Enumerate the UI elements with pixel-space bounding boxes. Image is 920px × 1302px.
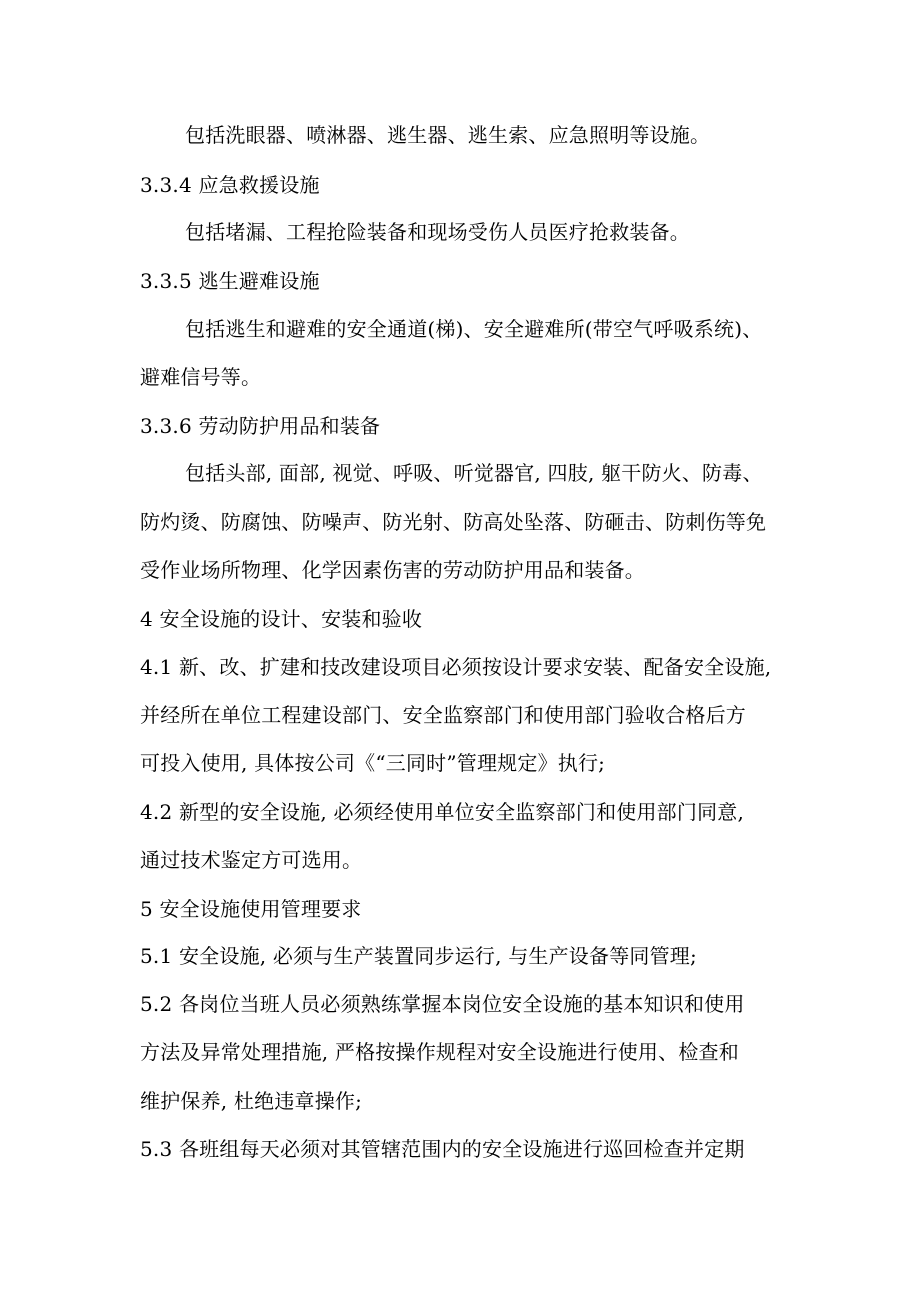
paragraph-line: 包括逃生和避难的安全通道(梯)、安全避难所(带空气呼吸系统)、 <box>185 317 763 341</box>
paragraph-line: 并经所在单位工程建设部门、安全监察部门和使用部门验收合格后方 <box>140 703 746 727</box>
section-heading: 5 安全设施使用管理要求 <box>140 897 362 921</box>
paragraph-line: 维护保养, 杜绝违章操作; <box>140 1089 363 1113</box>
paragraph-line: 防灼烫、防腐蚀、防噪声、防光射、防高处坠落、防砸击、防刺伤等免 <box>140 510 767 534</box>
section-heading: 4 安全设施的设计、安装和验收 <box>140 607 423 631</box>
section-heading: 3.3.4 应急救援设施 <box>140 173 320 197</box>
paragraph-line: 包括洗眼器、喷淋器、逃生器、逃生索、应急照明等设施。 <box>185 123 711 147</box>
paragraph-line: 5.3 各班组每天必须对其管辖范围内的安全设施进行巡回检查并定期 <box>140 1137 745 1161</box>
section-heading: 3.3.5 逃生避难设施 <box>140 269 320 293</box>
paragraph-line: 避难信号等。 <box>140 365 262 389</box>
paragraph-line: 可投入使用, 具体按公司《“三同时”管理规定》执行; <box>140 751 606 775</box>
paragraph-line: 4.1 新、改、扩建和技改建设项目必须按设计要求安装、配备安全设施, <box>140 655 772 679</box>
paragraph-line: 包括头部, 面部, 视觉、呼吸、听觉器官, 四肢, 躯干防火、防毒、 <box>185 461 763 485</box>
section-heading: 3.3.6 劳动防护用品和装备 <box>140 414 381 438</box>
paragraph-line: 5.2 各岗位当班人员必须熟练掌握本岗位安全设施的基本知识和使用 <box>140 992 745 1016</box>
paragraph-line: 4.2 新型的安全设施, 必须经使用单位安全监察部门和使用部门同意, <box>140 800 745 824</box>
paragraph-line: 通过技术鉴定方可选用。 <box>140 848 363 872</box>
paragraph-line: 方法及异常处理措施, 严格按操作规程对安全设施进行使用、检查和 <box>140 1040 739 1064</box>
paragraph-line: 包括堵漏、工程抢险装备和现场受伤人员医疗抢救装备。 <box>185 220 690 244</box>
paragraph-line: 5.1 安全设施, 必须与生产装置同步运行, 与生产设备等同管理; <box>140 944 697 968</box>
paragraph-line: 受作业场所物理、化学因素伤害的劳动防护用品和装备。 <box>140 558 645 582</box>
